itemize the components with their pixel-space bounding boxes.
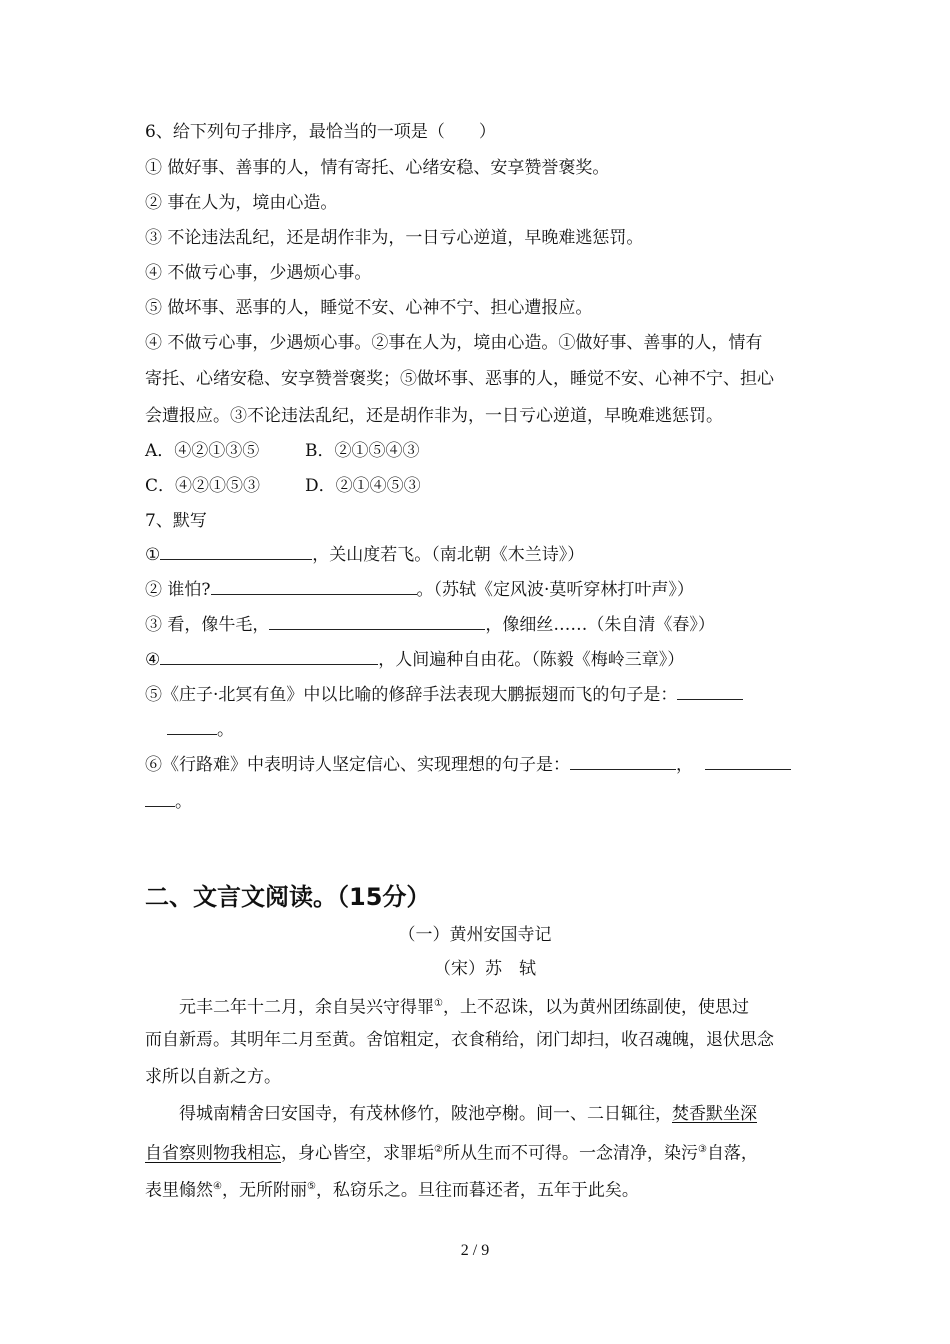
q7-line-2-suffix: 。（苏轼《定风波·莫听穿林打叶声》） <box>416 580 694 600</box>
q6-sentence-4: ④ 不做亏心事，少遇烦心事。 <box>145 263 372 283</box>
passage-text: ，无所附丽 <box>221 1180 307 1201</box>
q7-blank-6c[interactable] <box>145 790 175 807</box>
footnote-marker-2: ② <box>434 1144 443 1155</box>
section-2-heading: 二、文言文阅读。（15分） <box>145 883 431 911</box>
footnote-marker-3: ③ <box>697 1144 707 1155</box>
passage-p2-line-1 <box>179 1103 757 1125</box>
q7-line-5 <box>145 683 743 706</box>
q7-blank-6a[interactable] <box>570 753 676 770</box>
q7-blank-6b[interactable] <box>705 753 791 770</box>
q7-blank-5a[interactable] <box>677 683 743 700</box>
passage-text: 表里翛然 <box>145 1180 213 1201</box>
q7-line-1-suffix: ，关山度若飞。（南北朝《木兰诗》） <box>312 545 585 565</box>
q6-paragraph-line-3: 会遭报应。③不论违法乱纪，还是胡作非为，一日亏心逆道，早晚难逃惩罚。 <box>145 406 723 426</box>
q6-paragraph-line-2: 寄托、心绪安稳、安享赞誉褒奖；⑤做坏事、恶事的人，睡觉不安、心神不宁、担心 <box>145 369 774 389</box>
passage-p1-line-3: 求所以自新之方。 <box>145 1067 281 1087</box>
q6-sentence-5: ⑤ 做坏事、恶事的人，睡觉不安、心神不宁、担心遭报应。 <box>145 298 593 318</box>
q7-line-5-text: ⑤《庄子·北冥有鱼》中以比喻的修辞手法表现大鹏振翅而飞的句子是： <box>145 685 678 705</box>
passage-text: ，身心皆空，求罪垢 <box>281 1143 434 1164</box>
q6-sentence-2: ② 事在人为，境由心造。 <box>145 193 338 213</box>
footnote-marker-4: ④ <box>213 1181 222 1192</box>
passage-p1-line-1 <box>179 993 749 1019</box>
q7-stem: 7、默写 <box>145 511 207 531</box>
footnote-marker-5: ⑤ <box>306 1181 316 1192</box>
passage-text: 得城南精舍曰安国寺，有茂林修竹，陂池亭榭。间一、二日辄往， <box>179 1104 672 1124</box>
q6-stem: 6、给下列句子排序，最恰当的一项是（ ） <box>145 122 496 142</box>
q7-line-2-prefix: ② 谁怕? <box>145 580 211 600</box>
passage-p2-line-3 <box>145 1176 639 1202</box>
q7-blank-1[interactable] <box>160 543 312 560</box>
q7-line-4-prefix: ④ <box>145 650 161 670</box>
q7-blank-5b[interactable] <box>167 718 217 735</box>
q6-sentence-1: ① 做好事、善事的人，情有寄托、心绪安稳、安享赞誉褒奖。 <box>145 158 610 178</box>
q7-line-3-prefix: ③ 看，像牛毛， <box>145 615 270 635</box>
passage-title: （一）黄州安国寺记 <box>398 925 552 945</box>
page-number: 2 / 9 <box>460 1242 490 1259</box>
q6-sentence-3: ③ 不论违法乱纪，还是胡作非为，一日亏心逆道，早晚难逃惩罚。 <box>145 228 644 248</box>
q6-option-c: C．④②①⑤③ <box>145 476 261 496</box>
q7-line-3-suffix: ，像细丝……（朱自清《春》） <box>485 615 715 635</box>
q7-line-6-comma: ， <box>676 755 693 775</box>
q7-line-5-end: 。 <box>217 720 234 740</box>
q6-option-a: A．④②①③⑤ <box>145 441 260 461</box>
q7-line-5-cont <box>167 718 234 741</box>
passage-text: 所从生而不可得。一念清净，染污 <box>442 1143 698 1164</box>
q7-line-6-text: ⑥《行路难》中表明诗人坚定信心、实现理想的句子是： <box>145 755 570 775</box>
q7-line-6-cont <box>145 790 192 813</box>
q7-blank-3[interactable] <box>269 613 485 630</box>
passage-text: 自落， <box>706 1143 758 1164</box>
q6-option-b: B．②①⑤④③ <box>305 441 420 461</box>
q7-line-4-suffix: ，人间遍种自由花。（陈毅《梅岭三章》） <box>378 650 685 670</box>
q7-line-2 <box>145 578 694 601</box>
q6-paragraph-line-1: ④ 不做亏心事，少遇烦心事。②事在人为，境由心造。①做好事、善事的人，情有 <box>145 333 763 353</box>
q7-line-6-end: 。 <box>175 792 192 812</box>
underlined-phrase-2: 自省察则物我相忘 <box>145 1143 281 1164</box>
q7-line-4 <box>145 648 684 671</box>
passage-text: ，私窃乐之。旦往而暮还者，五年于此矣。 <box>315 1180 639 1201</box>
passage-text: ，上不忍诛，以为黄州团练副使，使思过 <box>442 997 749 1018</box>
q7-line-1 <box>145 543 584 566</box>
q7-line-3 <box>145 613 715 636</box>
q7-blank-4[interactable] <box>160 648 378 665</box>
q7-blank-2[interactable] <box>211 578 417 595</box>
q6-option-d: D．②①④⑤③ <box>305 476 421 496</box>
passage-text: 元丰二年十二月，余自吴兴守得罪 <box>179 997 434 1018</box>
q6-options-row-2 <box>145 475 421 497</box>
footnote-marker-1: ① <box>434 998 443 1009</box>
q6-options-row-1 <box>145 440 420 462</box>
q7-line-1-prefix: ① <box>145 545 161 565</box>
underlined-phrase-1: 焚香默坐深 <box>672 1104 757 1124</box>
passage-author: （宋）苏 轼 <box>434 959 536 979</box>
passage-p2-line-2 <box>145 1139 758 1165</box>
q7-line-6 <box>145 753 791 776</box>
passage-p1-line-2: 而自新焉。其明年二月至黄。舍馆粗定，衣食稍给，闭门却扫，收召魂魄，退伏思念 <box>145 1030 774 1050</box>
